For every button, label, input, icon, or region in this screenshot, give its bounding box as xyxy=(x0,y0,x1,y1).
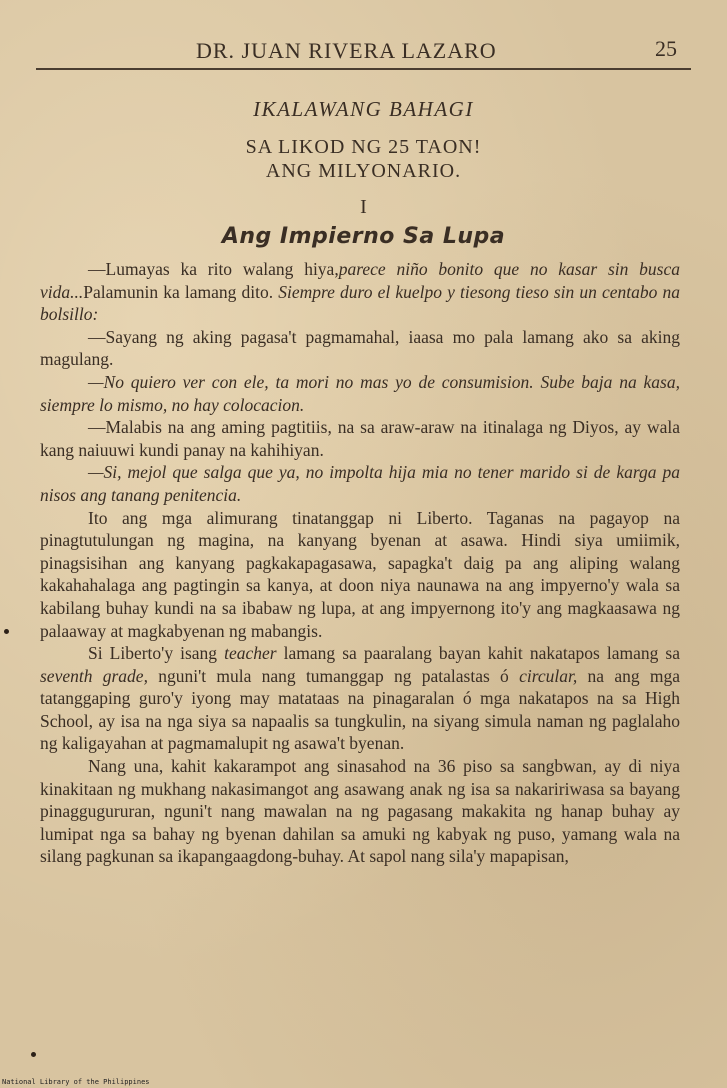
page-number: 25 xyxy=(655,36,677,61)
footer-credit: National Library of the Philippines xyxy=(2,1078,150,1086)
ink-spot xyxy=(31,1052,36,1057)
italic-text-run: parece niño bonito que no kasar sin busca vida... xyxy=(40,259,680,302)
text-run: Palamunin ka lamang dito. xyxy=(83,281,279,302)
italic-text-run: Siempre duro el kuelpo y tiesong tieso sin un centabo na bolsillo: xyxy=(40,281,681,325)
ink-spot xyxy=(4,629,9,634)
running-head-title: DR. JUAN RIVERA LAZARO xyxy=(196,38,497,63)
body-text xyxy=(40,258,680,868)
chapter-numeral: I xyxy=(360,196,367,218)
running-head xyxy=(36,34,691,70)
text-run: Si Liberto'y isang xyxy=(88,643,225,664)
chapter-title: Ang Impierno Sa Lupa xyxy=(221,224,506,249)
italic-text-run: —No quiero ver con ele, ta mori no mas yo de consumision. Sube baja na kasa, siempre lo mismo, no hay colocacion. xyxy=(40,371,680,415)
italic-text-run: circular, xyxy=(519,665,578,686)
paragraph xyxy=(40,507,680,643)
paragraph xyxy=(40,461,680,506)
paragraph xyxy=(40,642,680,755)
text-run: —Lumayas ka rito walang hiya, xyxy=(88,259,339,279)
text-run: na ang mga tatanggaping guro'y iyong may matataas na pinagaralan ó mga nakatapos na sa High School, ay isa na nga siya sa napaalis sa tungkulin, na siyang simula naman ng paglalaho ng kaligayahan at pagmamalupit ng asawa't byenan. xyxy=(40,665,680,754)
text-run: —Sayang ng aking pagasa't pagmamahal, iaasa mo pala lamang ako sa aking magulang. xyxy=(40,326,680,370)
text-run: lamang sa paaralang bayan kahit nakatapos lamang sa xyxy=(276,643,680,664)
paragraph xyxy=(40,326,680,371)
paragraph xyxy=(40,416,680,461)
paragraph xyxy=(40,258,680,326)
italic-text-run: teacher xyxy=(224,643,277,664)
paragraph xyxy=(40,371,680,416)
subheading-millionaire: ANG MILYONARIO. xyxy=(265,160,462,182)
italic-text-run: seventh grade, xyxy=(40,665,148,686)
subheading-years: SA LIKOD NG 25 TAON! xyxy=(245,136,482,158)
italic-text-run: —Si, mejol que salga que ya, no impolta hija mia no tener marido si de karga pa nisos ang tanang penitencia. xyxy=(40,462,680,505)
part-heading: IKALAWANG BAHAGI xyxy=(253,97,474,121)
text-run: nguni't mula nang tumanggap ng patalastas ó xyxy=(147,665,520,686)
text-run: Nang una, kahit kakarampot ang sinasahod na 36 piso sa sangbwan, ay di niya kinakitaan ng mukhang nakasimangot ang asawang anak ng isa sa nakaririwasa sa bayang pinaggugururan, nguni't nang mawalan na ng pagasang makakita ng hanap buhay ay lumipat nga sa bahay ng byenan dahilan sa amuki ng kabyak ng puso, yamang wala na silang pagkunan sa ikapangaagdong-buhay. At sapol nang sila'y mapapisan, xyxy=(40,756,680,867)
text-run: Ito ang mga alimurang tinatanggap ni Liberto. Taganas na pagayop na pinagtutulungan ng magina, na kanyang byenan at asawa. Hindi siya umiimik, pinagsisihan ang kanyang pagkakapagasawa, sapagka't daig pa ang aliping walang kakahahalaga ang pagtingin sa kanya, at doon niya naunawa na ang impyerno'y wala sa kabilang buhay kundi na sa ibabaw ng lupa, at ang impyernong ito'y ang magkaasawa ng palaaway at magkabyenan ng mabangis. xyxy=(40,507,680,641)
text-run: —Malabis na ang aming pagtitiis, na sa araw-araw na itinalaga ng Diyos, ay wala kang naiuuwi kundi panay na kahihiyan. xyxy=(40,417,680,460)
paragraph xyxy=(40,755,680,868)
